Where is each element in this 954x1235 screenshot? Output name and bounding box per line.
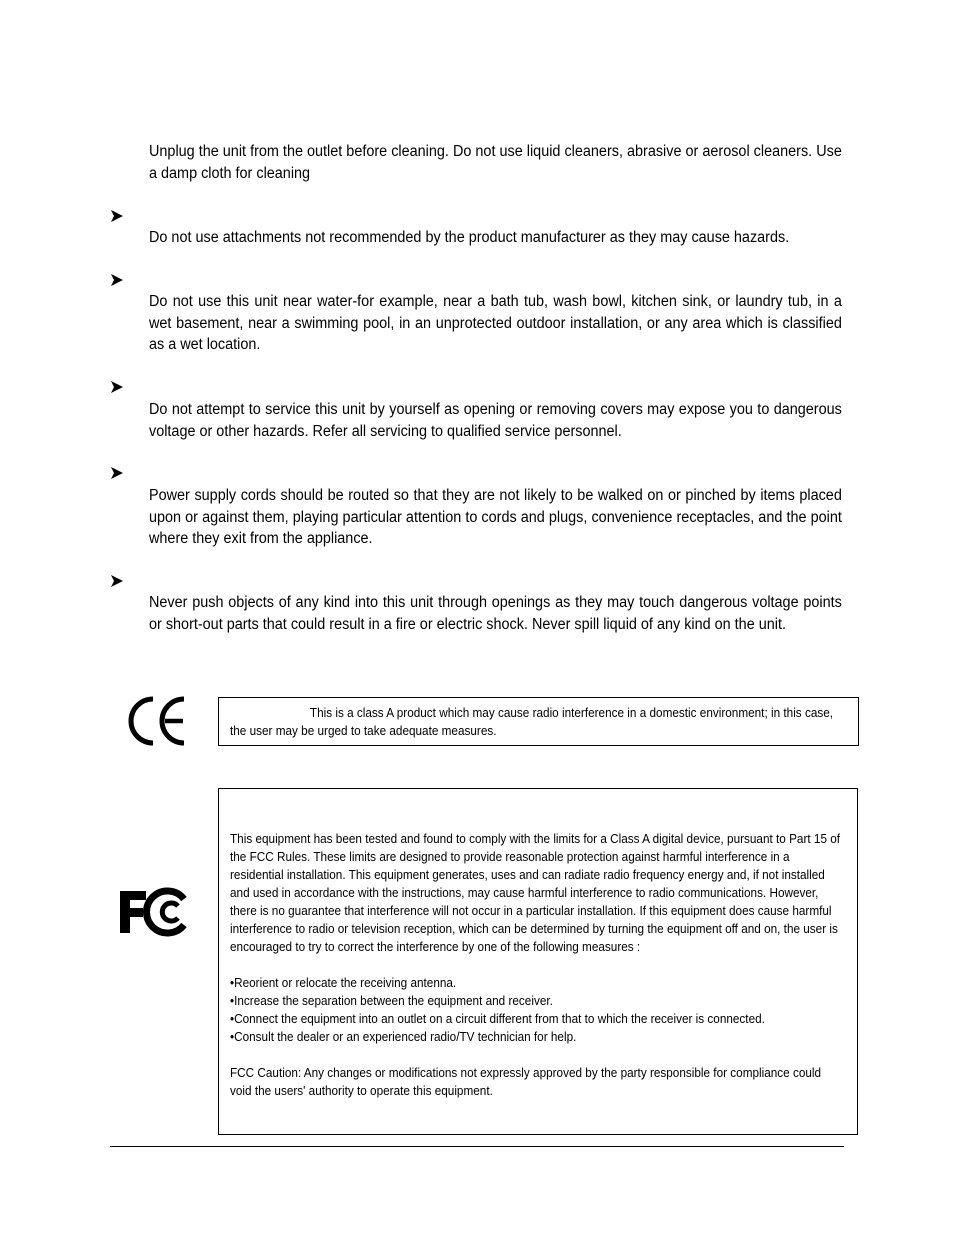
arrow-bullet-icon [110,273,124,287]
ce-mark-icon [127,696,187,751]
arrow-bullet-icon [110,466,124,480]
arrow-bullet-icon [110,209,124,223]
ce-notice-text: This is a class A product which may cause radio interference in a domestic environment; in this case, the user may be urged to take adequate measures. [230,706,834,738]
footer-divider [110,1146,844,1147]
fcc-caution-text: FCC Caution: Any changes or modifications not expressly approved by the party responsible for compliance could void the users' authority to operate this equipment. [230,1066,822,1098]
fcc-notice-box [218,788,858,1135]
fcc-measure-item: •Consult the dealer or an experienced radio/TV technician for help. [230,1030,577,1044]
fcc-measure-item: •Reorient or relocate the receiving antenna. [230,976,457,990]
servicing-paragraph: Do not attempt to service this unit by yourself as opening or removing covers may expose you to dangerous voltage or other hazards. Refer all servicing to qualified service personnel. [149,401,842,440]
water-paragraph: Do not use this unit near water-for example, near a bath tub, wash bowl, kitchen sink, or laundry tub, in a wet basement, near a swimming pool, in an unprotected outdoor installation, or any area which is classified as a wet location. [149,293,842,353]
attachments-paragraph: Do not use attachments not recommended by the product manufacturer as they may cause hazards. [149,229,790,246]
fcc-measure-item: •Connect the equipment into an outlet on a circuit different from that to which the receiver is connected. [230,1012,765,1026]
arrow-bullet-icon [110,380,124,394]
power-cord-paragraph: Power supply cords should be routed so that they are not likely to be walked on or pinched by items placed upon or against them, playing particular attention to cords and plugs, convenience receptacles, and the point where they exit from the appliance. [149,487,842,547]
arrow-bullet-icon [110,574,124,588]
ce-notice-box [218,697,859,746]
objects-paragraph: Never push objects of any kind into this unit through openings as they may touch dangerous voltage points or short-out parts that could result in a fire or electric shock. Never spill liquid of any kind on the unit. [149,594,842,633]
fcc-logo-icon [118,887,188,942]
fcc-intro-text: This equipment has been tested and found to comply with the limits for a Class A digital device, pursuant to Part 15 of the FCC Rules. These limits are designed to provide reasonable protection against harmful interference in a residential installation. This equipment generates, uses and can radiate radio frequency energy and, if not installed and used in accordance with the instructions, may cause harmful interference to radio communications. However, there is no guarantee that interference will not occur in a particular installation. If this equipment does cause harmful interference to radio or television reception, which can be determined by turning the equipment off and on, the user is encouraged to try to correct the interference by one of the following measures : [230,832,841,954]
cleaning-paragraph: Unplug the unit from the outlet before cleaning. Do not use liquid cleaners, abrasive or aerosol cleaners. Use a damp cloth for cleaning [149,143,842,182]
fcc-measure-item: •Increase the separation between the equipment and receiver. [230,994,553,1008]
